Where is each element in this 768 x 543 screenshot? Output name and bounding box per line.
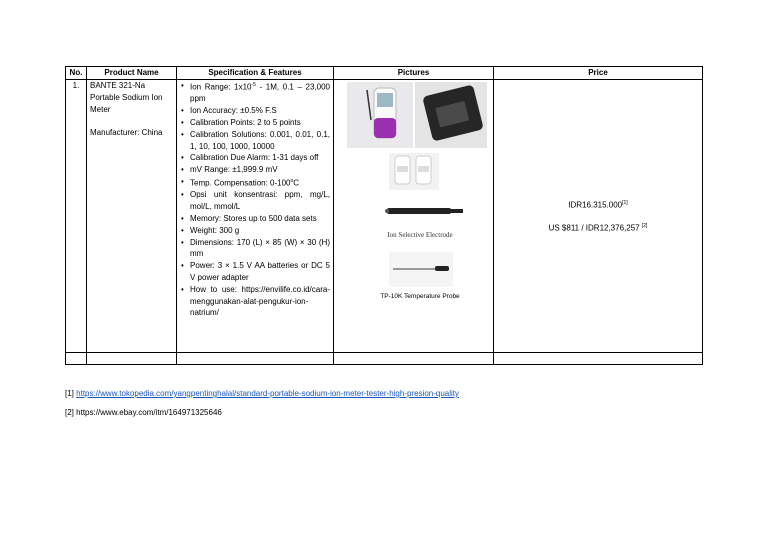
product-images [337,80,487,352]
spec-item: • mV Range: ±1,999.9 mV [190,164,330,176]
spec-item: • Temp. Compensation: 0-100$^o$C [190,176,330,189]
price-usd: US $811 / IDR12,376,257 [2] [548,223,648,233]
header-specification: Specification & Features [177,67,334,80]
spec-item: • Ion Range: $1x10^{-5} - 1M$, 0.1 – 23,000 ppm [190,80,330,105]
reference-1-label: [1] [65,389,74,398]
spec-item: • Dimensions: 170 (L) × 85 (W) × 30 (H) mm [190,237,330,261]
spec-item: • Memory: Stores up to 500 data sets [190,213,330,225]
price-cell [494,80,703,353]
header-product-name: Product Name [87,67,177,80]
spec-item: • Calibration Due Alarm: 1-31 days off [190,152,330,164]
electrode-caption: Ion Selective Electrode [387,231,453,239]
header-no: No. [66,67,87,80]
product-table [65,66,703,365]
table-row [66,80,703,353]
temperature-probe-image [389,252,453,287]
probe-caption: TP-10K Temperature Probe [380,293,460,300]
reference-2 [65,408,222,417]
manufacturer: Manufacturer: China [90,128,163,138]
reference-2-url: https://www.ebay.com/itm/164971325646 [76,408,222,417]
row-number: 1. [66,80,87,353]
carrying-case-image [415,82,487,148]
header-price: Price [494,67,703,80]
solution-bottles-image [389,153,439,190]
price-idr: IDR16.315.000[1] [568,199,628,210]
spec-item: • Weight: 300 g [190,225,330,237]
spec-item: • Calibration Points: 2 to 5 points [190,117,330,129]
price-ref-1: [1] [622,199,628,206]
table-header-row [66,67,703,80]
product-name: BANTE 321-Na Portable Sodium Ion Meter [90,81,163,114]
reference-2-label: [2] [65,408,74,417]
meter-image [347,82,413,148]
empty-table-row [66,353,703,365]
reference-1-link[interactable]: https://www.tokopedia.com/yangpentinghalal/standard-portable-sodium-ion-meter-tester-high-presion-quality [76,389,460,398]
spec-item: • Opsi unit konsentrasi: ppm, mg/L, mol/L, mmol/L [190,189,330,213]
electrode-image [385,208,463,214]
spec-item: • How to use: https://envilife.co.id/cara-menggunakan-alat-pengukur-ion-natrium/ [190,284,330,319]
spec-item: • Calibration Solutions: 0.001, 0.01, 0.1, 1, 10, 100, 1000, 10000 [190,129,330,153]
reference-1 [65,389,459,398]
specs-cell [177,80,334,353]
spec-item: • Ion Accuracy: ±0.5% F.S [190,105,330,117]
spec-list [180,80,330,319]
product-name-cell [87,80,177,353]
pictures-cell [334,80,494,353]
price-ref-2: [2] [641,223,648,229]
header-pictures: Pictures [334,67,494,80]
spec-item: • Power: 3 × 1.5 V AA batteries or DC 5 V power adapter [190,260,330,284]
